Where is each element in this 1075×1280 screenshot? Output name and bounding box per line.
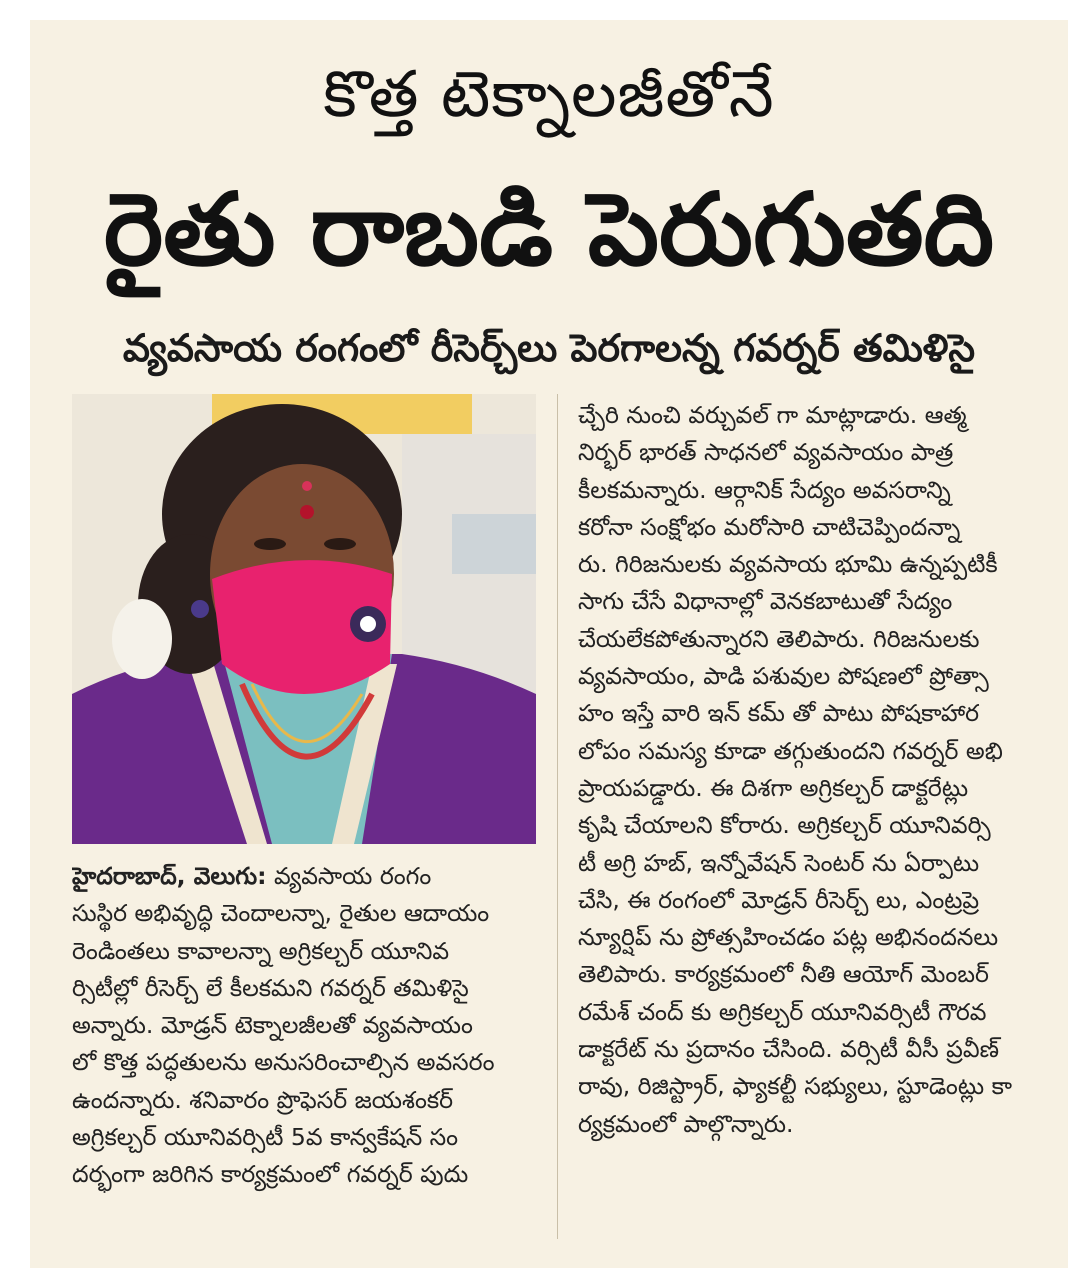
body-line: కృషి చేయాలని కోరారు. అగ్రికల్చర్ యూనివర్సి	[578, 811, 991, 840]
body-line: లో కొత్త పద్ధతులను అనుసరించాల్సిన అవసరం	[72, 1048, 495, 1077]
body-line: నిర్భర్ భారత్ సాధనలో వ్యవసాయం పాత్ర	[578, 438, 954, 467]
headline-line-2: రైతు రాబడి పెరుగుతది	[103, 171, 995, 288]
body-line: చేసి, ఈ రంగంలో మోడ్రన్ రీసెర్చ్ లు, ఎంట్రప్రె	[578, 885, 980, 914]
body-line: న్యూర్షిప్ ను ప్రోత్సహించడం పట్ల అభినందనలు	[578, 923, 999, 952]
body-line: హం ఇస్తే వారి ఇన్ కమ్ తో పాటు పోషకాహార	[578, 699, 980, 728]
article-body-left	[72, 858, 538, 1194]
body-line: ఉందన్నారు. శనివారం ప్రొఫెసర్ జయశంకర్	[72, 1085, 454, 1114]
body-line: రు. గిరిజనులకు వ్యవసాయ భూమి ఉన్నప్పటికీ	[578, 550, 998, 579]
body-line: ర్సిటీల్లో రీసెర్చ్ లే కీలకమని గవర్నర్ తమిళిసై	[72, 973, 469, 1002]
body-line: అగ్రికల్చర్ యూనివర్సిటీ 5వ కాన్వకేషన్ సం	[72, 1123, 459, 1152]
newspaper-clipping	[30, 20, 1068, 1268]
body-line: అన్నారు. మోడ్రన్ టెక్నాలజీలతో వ్యవసాయం	[72, 1011, 473, 1040]
subheadline: వ్యవసాయ రంగంలో రీసెర్చ్‌లు పెరగాలన్న గవర్నర్ తమిళిసై	[122, 326, 976, 370]
body-text: వ్యవసాయ రంగం	[266, 862, 432, 890]
body-line: దర్భంగా జరిగిన కార్యక్రమంలో గవర్నర్ పుదు	[72, 1160, 469, 1189]
column-divider	[557, 394, 558, 1239]
body-line: కీలకమన్నారు. ఆర్గానిక్ సేద్యం అవసరాన్ని	[578, 475, 951, 504]
body-line: డాక్టరేట్ ను ప్రదానం చేసింది. వర్సిటీ వీసీ ప్రవీణ్	[578, 1035, 999, 1064]
body-line: టీ అగ్రి హబ్, ఇన్నోవేషన్ సెంటర్ ను ఏర్పాటు	[578, 848, 980, 877]
body-line: రమేశ్ చంద్ కు అగ్రికల్చర్ యూనివర్సిటీ గౌరవ	[578, 997, 987, 1026]
body-line	[72, 858, 538, 895]
dateline: హైదరాబాద్, వెలుగు:	[72, 862, 267, 890]
body-line: వ్యవసాయం, పాడి పశువుల పోషణలో ప్రోత్సా	[578, 662, 989, 691]
body-line: చ్చేరి నుంచి వర్చువల్ గా మాట్లాడారు. ఆత్మ	[578, 401, 967, 429]
body-line: సుస్థిర అభివృద్ధి చెందాలన్నా, రైతుల ఆదాయం	[72, 899, 490, 928]
body-line: చేయలేకపోతున్నారని తెలిపారు. గిరిజనులకు	[578, 624, 980, 653]
body-line: సాగు చేసే విధానాల్లో వెనకబాటుతో సేద్యం	[578, 587, 953, 616]
body-line: రెండింతలు కావాలన్నా అగ్రికల్చర్ యూనివ	[72, 936, 450, 965]
body-line: ర్యక్రమంలో పాల్గొన్నారు.	[578, 1109, 794, 1138]
body-line: కరోనా సంక్షోభం మరోసారి చాటిచెప్పిందన్నా	[578, 512, 961, 541]
headline-line-1: కొత్త టెక్నాలజీతోనే	[323, 58, 775, 132]
body-line: తెలిపారు. కార్యక్రమంలో నీతి ఆయోగ్ మెంబర్	[578, 960, 989, 989]
body-line: లోపం సమస్య కూడా తగ్గుతుందని గవర్నర్ అభి	[578, 736, 1003, 765]
body-line: రావు, రిజిస్ట్రార్, ఫ్యాకల్టీ సభ్యులు, స్టూడెంట్లు కా	[578, 1072, 1012, 1101]
governor-photo	[72, 394, 536, 844]
article-body-right	[578, 397, 1046, 1143]
body-line: ప్రాయపడ్డారు. ఈ దిశగా అగ్రికల్చర్ డాక్టరేట్లు	[578, 773, 969, 802]
